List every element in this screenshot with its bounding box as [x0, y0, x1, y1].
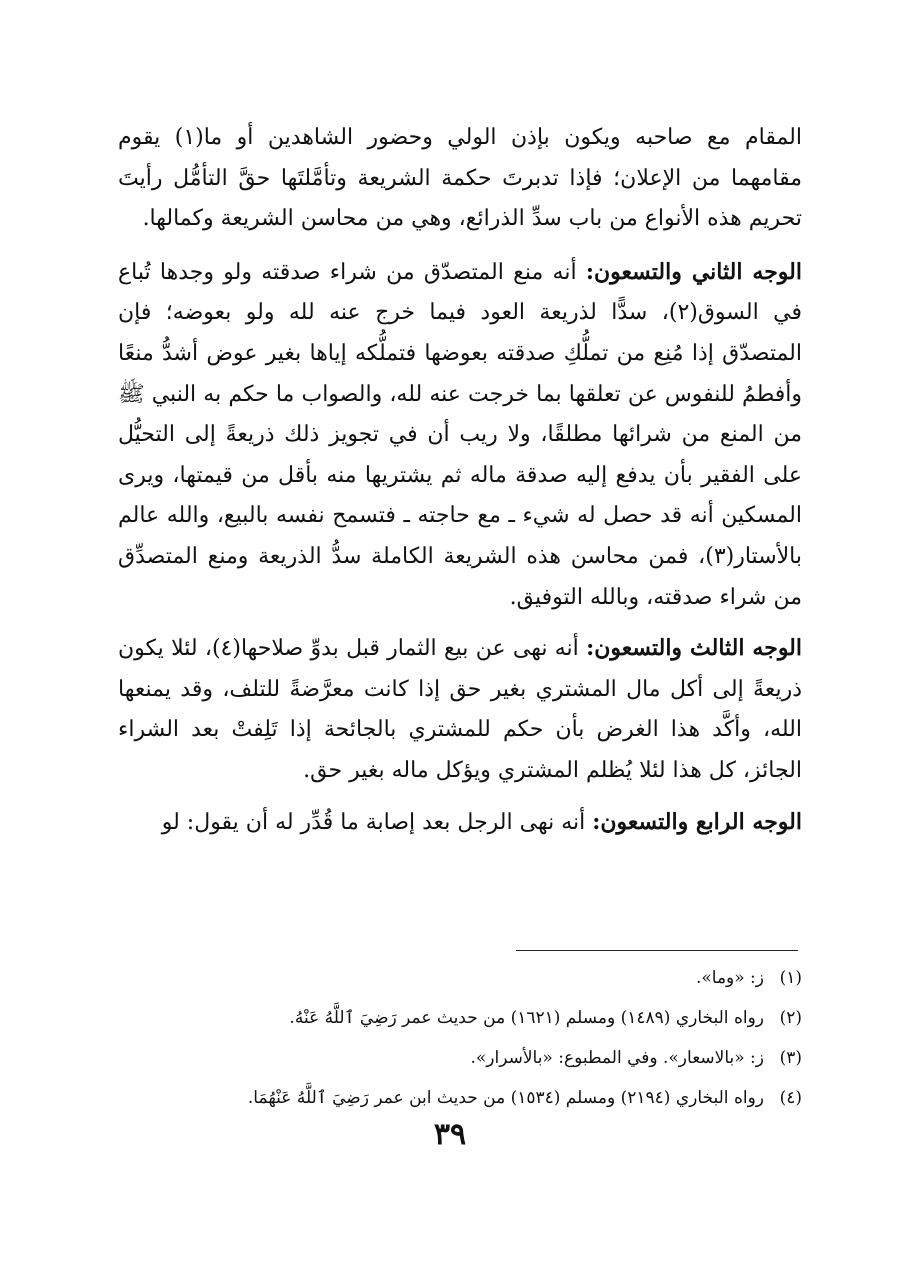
- footnote-4: [112, 1078, 802, 1118]
- paragraph-heading: الوجه الثاني والتسعون:: [585, 258, 802, 285]
- paragraph-heading: الوجه الثالث والتسعون:: [586, 635, 802, 662]
- footnote-number: (٤): [779, 1088, 802, 1108]
- paragraph-text: أنه نهى عن بيع الثمار قبل بدوِّ صلاحها(٤)، لئلا يكون ذريعةً إلى أكل مال المشتري بغير حق إذا كانت معرَّضةً للتلف، وقد يمنعها الله، وأكَّد هذا الغرض بأن حكم للمشتري بالجائحة إذا تَلِفتْ بعد الشراء الجائز، كل هذا لئلا يُظلم المشتري ويؤكل ماله بغير حق.: [118, 636, 802, 783]
- footnote-text: رواه البخاري (١٤٨٩) ومسلم (١٦٢١) من حديث عمر رَضِيَ ٱللَّهُ عَنْهُ.: [289, 1008, 764, 1028]
- page-number: ٣٩: [433, 1117, 467, 1152]
- footnote-2: [112, 998, 802, 1038]
- footnote-text: ز: «وما».: [695, 968, 764, 988]
- footnotes: [112, 958, 802, 1118]
- footnote-number: (١): [779, 968, 802, 988]
- paragraph-93: [118, 628, 802, 791]
- footnote-number: (٢): [779, 1008, 802, 1028]
- main-text: [118, 118, 802, 853]
- paragraph-heading: الوجه الرابع والتسعون:: [592, 808, 802, 835]
- footnote-number: (٣): [779, 1048, 802, 1068]
- paragraph-94: [118, 802, 802, 844]
- footnote-text: رواه البخاري (٢١٩٤) ومسلم (١٥٣٤) من حديث ابن عمر رَضِيَ ٱللَّهُ عَنْهُمَا.: [247, 1088, 764, 1108]
- paragraph-text: أنه نهى الرجل بعد إصابة ما قُدِّر له أن يقول: لو: [161, 809, 593, 835]
- footnote-3: [112, 1038, 802, 1078]
- footnote-separator: [516, 950, 798, 951]
- paragraph-92: [118, 252, 802, 618]
- footnote-1: [112, 958, 802, 998]
- paragraph-intro: [118, 118, 802, 240]
- paragraph-text: المقام مع صاحبه ويكون بإذن الولي وحضور الشاهدين أو ما(١) يقوم مقامهما من الإعلان؛ فإذا تدبرتَ حكمة الشريعة وتأمَّلتَها حقَّ التأمُّل رأيتَ تحريم هذه الأنواع من باب سدِّ الذرائع، وهي من محاسن الشريعة وكمالها.: [118, 125, 803, 232]
- footnote-text: ز: «بالاسعار». وفي المطبوع: «بالأسرار».: [470, 1048, 764, 1068]
- paragraph-text: أنه منع المتصدّق من شراء صدقته ولو وجدها تُباع في السوق(٢)، سدًّا لذريعة العود فيما خرج عنه لله ولو بعوضه؛ فإن المتصدّق إذا مُنِع من تملُّكِ صدقته بعوضها فتملُّكه إياها بغير عوض أشدُّ منعًا وأفطمُ للنفوس عن تعلقها بما خرجت عنه لله، والصواب ما حكم به النبي ﷺ من المنع من شرائها مطلقًا، ولا ريب أن في تجويز ذلك ذريعةً إلى التحيُّل على الفقير بأن يدفع إليه صدقة ماله ثم يشتريها منه بأقل من قيمتها، ويرى المسكين أنه قد حصل له شيء ـ مع حاجته ـ فتسمح نفسه بالبيع، والله عالم بالأستار(٣)، فمن محاسن هذه الشريعة الكاملة سدُّ الذريعة ومنع المتصدِّق من شراء صدقته، وبالله التوفيق.: [118, 259, 802, 610]
